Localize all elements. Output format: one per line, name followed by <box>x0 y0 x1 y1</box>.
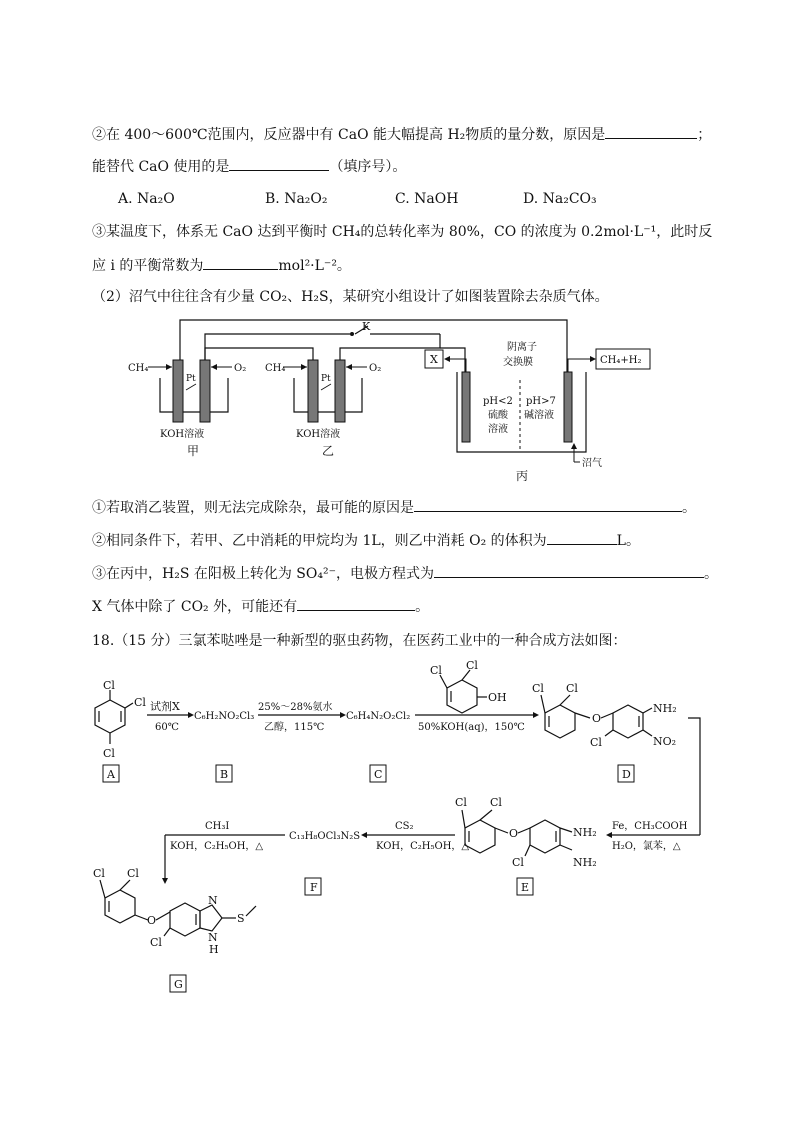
answer-blank[interactable] <box>547 530 617 545</box>
switch-contact <box>350 332 354 336</box>
svg-text:CH₄+H₂: CH₄+H₂ <box>600 355 642 366</box>
option-d: D. Na₂CO₃ <box>523 191 597 207</box>
answer-blank[interactable] <box>203 255 278 270</box>
question-3-line-2: 应 i 的平衡常数为 mol²·L⁻²。 <box>92 255 351 276</box>
svg-text:丙: 丙 <box>516 469 529 483</box>
svg-text:硫酸: 硫酸 <box>488 410 508 421</box>
svg-text:C₁₃H₈OCl₃N₂S: C₁₃H₈OCl₃N₂S <box>289 831 361 842</box>
svg-text:B: B <box>220 768 229 781</box>
cell-bing <box>425 340 650 483</box>
answer-blank[interactable] <box>434 563 704 578</box>
svg-text:C₆H₄N₂O₂Cl₂: C₆H₄N₂O₂Cl₂ <box>346 711 411 722</box>
wire-yi-bing <box>440 348 465 372</box>
svg-text:60℃: 60℃ <box>155 722 179 733</box>
p2-question-3: ③在丙中，H₂S 在阳极上转化为 SO₄²⁻，电极方程式为 。 <box>92 563 718 584</box>
svg-text:Cl: Cl <box>532 682 544 695</box>
svg-text:KOH溶液: KOH溶液 <box>296 429 341 440</box>
answer-blank[interactable] <box>605 124 697 139</box>
svg-text:pH<2: pH<2 <box>483 396 513 407</box>
svg-text:Cl: Cl <box>590 736 602 749</box>
option-c: C. NaOH <box>395 191 459 207</box>
svg-text:NH₂: NH₂ <box>573 856 597 869</box>
svg-text:Cl: Cl <box>150 936 162 949</box>
svg-text:O₂: O₂ <box>234 363 247 374</box>
svg-text:Pt: Pt <box>186 374 196 384</box>
svg-text:Cl: Cl <box>466 659 478 672</box>
compound-g-ring-1 <box>105 890 135 923</box>
switch-label: K <box>362 320 371 333</box>
svg-text:C: C <box>374 768 383 781</box>
compound-e-ring-2 <box>530 820 560 853</box>
dichlorophenol-ring <box>447 680 477 713</box>
svg-text:Cl: Cl <box>430 664 442 677</box>
answer-blank[interactable] <box>297 596 415 611</box>
svg-text:Pt: Pt <box>321 374 331 384</box>
p2-question-2: ②相同条件下，若甲、乙中消耗的甲烷均为 1L，则乙中消耗 O₂ 的体积为 L。 <box>92 530 640 551</box>
imidazole-ring <box>200 905 222 931</box>
svg-text:F: F <box>310 881 318 894</box>
cell-jia <box>128 360 246 458</box>
question-18-header: 18.（15 分）三氯苯哒唑是一种新型的驱虫药物，在医药工业中的一种合成方法如图： <box>92 633 627 649</box>
svg-text:CH₃I: CH₃I <box>205 821 230 832</box>
svg-text:G: G <box>174 978 183 991</box>
wire-jia-yi <box>205 348 313 360</box>
svg-text:乙: 乙 <box>322 444 335 458</box>
x-box <box>425 350 443 368</box>
svg-text:交换膜: 交换膜 <box>503 357 533 368</box>
svg-text:CH₄: CH₄ <box>128 363 149 374</box>
svg-text:KOH，C₂H₅OH，△: KOH，C₂H₅OH，△ <box>170 841 264 852</box>
option-b: B. Na₂O₂ <box>265 191 328 207</box>
product-box <box>596 349 650 369</box>
answer-blank[interactable] <box>414 497 682 512</box>
compound-a-ring <box>95 700 125 733</box>
svg-text:KOH溶液: KOH溶液 <box>160 429 205 440</box>
connector-d-e <box>688 718 700 835</box>
svg-text:C₆H₂NO₂Cl₃: C₆H₂NO₂Cl₃ <box>194 711 255 722</box>
svg-text:D: D <box>622 768 631 781</box>
svg-text:Cl: Cl <box>127 867 139 880</box>
question-3-line-1: ③某温度下，体系无 CaO 达到平衡时 CH₄的总转化率为 80%，CO 的浓度为 0.2mol·L⁻¹，此时反 <box>92 224 713 240</box>
svg-text:N: N <box>208 931 218 944</box>
svg-text:Cl: Cl <box>93 867 105 880</box>
svg-text:KOH，C₂H₅OH，△: KOH，C₂H₅OH，△ <box>376 841 470 852</box>
wire-outer <box>180 320 567 372</box>
svg-text:N: N <box>208 894 218 907</box>
svg-text:O: O <box>592 712 602 725</box>
svg-text:S: S <box>237 912 245 925</box>
svg-text:乙醇，115℃: 乙醇，115℃ <box>264 722 325 733</box>
svg-text:50%KOH(aq)，150℃: 50%KOH(aq)，150℃ <box>418 722 525 733</box>
svg-text:CS₂: CS₂ <box>395 821 414 832</box>
svg-text:O₂: O₂ <box>369 363 382 374</box>
svg-text:碱溶液: 碱溶液 <box>524 410 554 421</box>
svg-text:NO₂: NO₂ <box>653 735 677 748</box>
p2-question-1: ①若取消乙装置，则无法完成除杂，最可能的原因是 。 <box>92 497 696 518</box>
compound-g-ring-2 <box>170 903 200 936</box>
question-2-line-2: 能替代 CaO 使用的是 （填序号）。 <box>92 156 406 177</box>
svg-text:甲: 甲 <box>187 444 200 458</box>
svg-text:H₂O，氯苯，△: H₂O，氯苯，△ <box>612 841 681 852</box>
svg-text:O: O <box>147 914 157 927</box>
svg-text:Cl: Cl <box>455 796 467 809</box>
p2-question-3-line-2: X 气体中除了 CO₂ 外，可能还有 。 <box>92 596 429 617</box>
svg-text:X: X <box>430 353 438 366</box>
svg-text:Cl: Cl <box>512 856 524 869</box>
svg-text:Cl: Cl <box>566 682 578 695</box>
svg-text:Fe，CH₃COOH: Fe，CH₃COOH <box>612 821 688 832</box>
svg-text:试剂X: 试剂X <box>150 700 180 713</box>
svg-text:Cl: Cl <box>490 796 502 809</box>
option-a: A. Na₂O <box>118 191 175 207</box>
svg-text:NH₂: NH₂ <box>573 826 597 839</box>
question-2-line-1: ②在 400～600℃范围内，反应器中有 CaO 能大幅提高 H₂物质的量分数，原因是 ； <box>92 124 711 145</box>
svg-text:NH₂: NH₂ <box>653 702 677 715</box>
svg-text:H: H <box>209 943 219 956</box>
svg-text:溶液: 溶液 <box>488 424 508 435</box>
wire-inner-left <box>205 334 350 360</box>
svg-text:Cl: Cl <box>134 696 146 709</box>
svg-text:沼气: 沼气 <box>582 458 602 469</box>
compound-e-ring-1 <box>465 820 495 853</box>
svg-text:E: E <box>521 881 530 894</box>
svg-text:Cl: Cl <box>103 679 115 692</box>
svg-text:CH₄: CH₄ <box>265 363 286 374</box>
cell-yi <box>265 360 381 458</box>
part-2-intro: （2）沼气中往往含有少量 CO₂、H₂S，某研究小组设计了如图装置除去杂质气体。 <box>92 289 609 305</box>
compound-d-ring-1 <box>545 705 575 738</box>
svg-text:阴离子: 阴离子 <box>507 342 537 353</box>
svg-text:pH>7: pH>7 <box>526 396 556 407</box>
svg-text:OH: OH <box>488 691 507 704</box>
answer-blank[interactable] <box>229 156 329 171</box>
svg-text:25%～28%氨水: 25%～28%氨水 <box>258 702 333 713</box>
compound-d-ring-2 <box>613 705 643 738</box>
svg-text:A: A <box>107 768 115 781</box>
svg-text:O: O <box>509 827 519 840</box>
switch-k <box>355 326 368 334</box>
svg-text:Cl: Cl <box>103 747 115 760</box>
